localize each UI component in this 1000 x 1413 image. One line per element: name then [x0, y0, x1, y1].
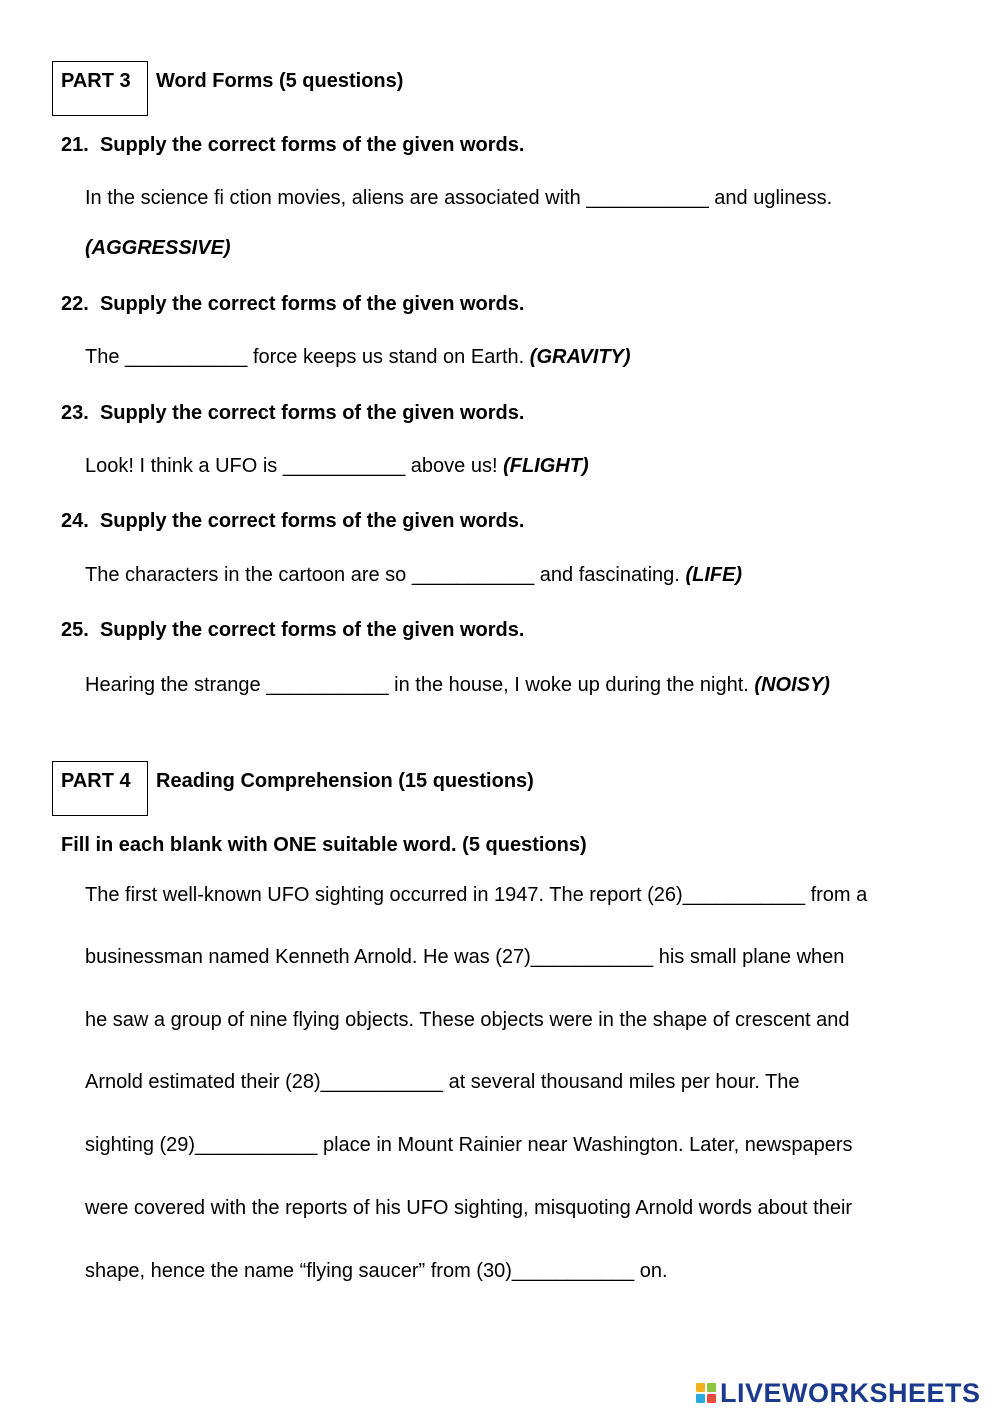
- question-number: 24.: [61, 510, 89, 532]
- answer-blank-21[interactable]: ___________: [586, 187, 709, 209]
- question-instruction: Supply the correct forms of the given words.: [99, 402, 525, 424]
- question-instruction: Supply the correct forms of the given words.: [99, 293, 525, 315]
- passage-line-7: shape, hence the name “flying saucer” from (30)___________ on.: [85, 1260, 668, 1282]
- passage-line-3: he saw a group of nine flying objects. These objects were in the shape of crescent and: [85, 1009, 850, 1031]
- passage-line-2: businessman named Kenneth Arnold. He was (27)___________ his small plane when: [85, 946, 845, 968]
- question-22-sentence: The ___________ force keeps us stand on Earth. (GRAVITY): [85, 346, 631, 368]
- part4-instruction: Fill in each blank with ONE suitable word. (5 questions): [61, 834, 587, 856]
- question-22-hint: (GRAVITY): [529, 346, 631, 368]
- question-number: 25.: [61, 619, 89, 641]
- question-number: 23.: [61, 402, 89, 424]
- question-24-sentence: The characters in the cartoon are so ___________ and fascinating. (LIFE): [85, 564, 743, 586]
- question-instruction: Supply the correct forms of the given words.: [99, 510, 525, 532]
- part4-label: PART 4: [61, 770, 131, 792]
- part3-label: PART 3: [61, 70, 131, 92]
- question-21-hint: (AGGRESSIVE): [85, 237, 231, 259]
- passage-line-5: sighting (29)___________ place in Mount Rainier near Washington. Later, newspapers: [85, 1134, 853, 1156]
- answer-blank-25[interactable]: ___________: [266, 674, 389, 696]
- question-instruction: Supply the correct forms of the given words.: [99, 134, 525, 156]
- question-25-heading: [61, 619, 524, 642]
- question-24-heading: [61, 510, 524, 533]
- liveworksheets-logo: [696, 1378, 981, 1408]
- question-21-heading: [61, 134, 524, 157]
- question-24-hint: (LIFE): [685, 564, 743, 586]
- part3-title: Word Forms (5 questions): [156, 70, 404, 92]
- question-21-sentence: In the science fi ction movies, aliens are associated with ___________ and ugliness.: [85, 187, 833, 209]
- passage-line-1: The first well-known UFO sighting occurred in 1947. The report (26)___________ from a: [85, 884, 868, 906]
- question-22-heading: [61, 293, 524, 316]
- question-25-sentence: Hearing the strange ___________ in the house, I woke up during the night. (NOISY): [85, 674, 830, 696]
- question-23-sentence: Look! I think a UFO is ___________ above us! (FLIGHT): [85, 455, 589, 477]
- question-number: 22.: [61, 293, 89, 315]
- answer-blank-22[interactable]: ___________: [125, 346, 248, 368]
- passage-line-6: were covered with the reports of his UFO sighting, misquoting Arnold words about their: [85, 1197, 853, 1219]
- question-23-heading: [61, 402, 524, 425]
- answer-blank-24[interactable]: ___________: [411, 564, 535, 586]
- question-number: 21.: [61, 134, 89, 156]
- logo-text: LIVEWORKSHEETS: [720, 1377, 981, 1408]
- passage-line-4: Arnold estimated their (28)___________ at several thousand miles per hour. The: [85, 1071, 800, 1093]
- answer-blank-23[interactable]: ___________: [282, 455, 406, 477]
- question-25-hint: (NOISY): [754, 674, 830, 696]
- logo-mark-icon: [696, 1383, 716, 1403]
- part4-title: Reading Comprehension (15 questions): [156, 770, 534, 792]
- question-23-hint: (FLIGHT): [503, 455, 589, 477]
- question-instruction: Supply the correct forms of the given words.: [99, 619, 525, 641]
